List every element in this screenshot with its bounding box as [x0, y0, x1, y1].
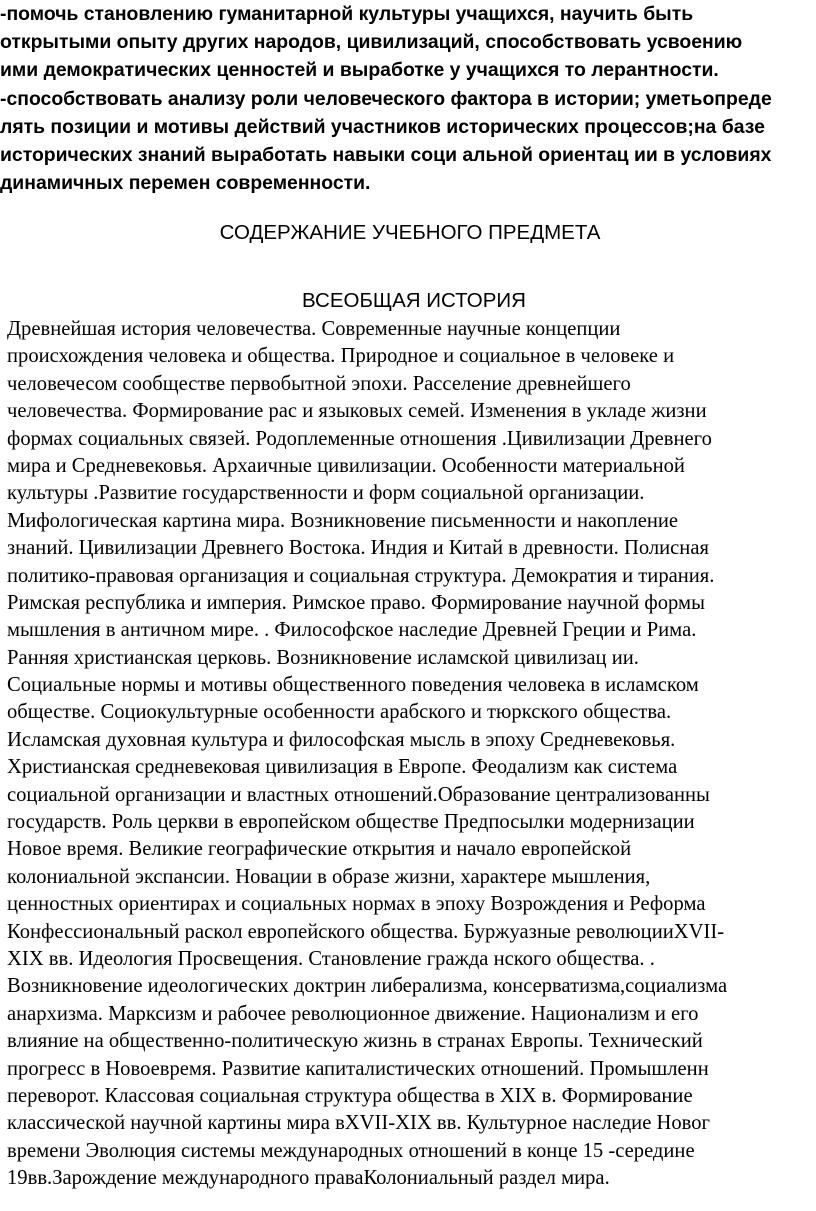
body-line: колониальной экспансии. Новации в образе жизни, характере мышления,: [7, 865, 651, 888]
body-line: человечества. Формирование рас и языковых семей. Изменения в укладе жизни: [7, 400, 707, 423]
body-line: происхождения человека и общества. Природное и социальное в человеке и: [7, 345, 675, 368]
body-line: анархизма. Марксизм и рабочее революционное движение. Национализм и его: [7, 1002, 699, 1025]
body-line: мира и Средневековья. Архаичные цивилизации. Особенности материальной: [7, 454, 685, 477]
intro-line: открытыми опыту других народов, цивилизаций, способствовать усвоению: [0, 31, 743, 54]
intro-line: -способствовать анализу роли человеческого фактора в истории; уметьопреде: [0, 87, 772, 110]
body-line: Древнейшая история человечества. Современные научные концепции: [7, 318, 621, 340]
subsection-title: ВСЕОБЩАЯ ИСТОРИЯ: [302, 289, 526, 312]
body-line: Социальные нормы и мотивы общественного поведения человека в исламском: [7, 674, 699, 697]
body-line: Христианская средневековая цивилизация в Европе. Феодализм как система: [7, 756, 678, 779]
body-line: влияние на общественно-политическую жизнь в странах Европы. Технический: [7, 1030, 703, 1053]
body-paragraph: [7, 316, 816, 1193]
body-line: Новое время. Великие географические открытия и начало европейской: [7, 838, 632, 861]
body-line: XIX вв. Идеология Просвещения. Становление гражда нского общества. .: [7, 947, 655, 970]
body-line: времени Эволюция системы международных отношений в конце 15 -середине: [7, 1139, 695, 1162]
intro-line: -помочь становлению гуманитарной культуры учащихся, научить быть: [0, 3, 694, 25]
body-line: Возникновение идеологических доктрин либерализма, консерватизма,социализма: [7, 975, 728, 998]
body-line: культуры .Развитие государственности и форм социальной организации.: [7, 482, 645, 505]
section-title: СОДЕРЖАНИЕ УЧЕБНОГО ПРЕДМЕТА: [219, 221, 601, 244]
body-line: Ранняя христианская церковь. Возникновение исламской цивилизац ии.: [7, 646, 639, 669]
body-line: знаний. Цивилизации Древнего Востока. Индия и Китай в древности. Полисная: [7, 537, 709, 560]
body-line: формах социальных связей. Родоплеменные отношения .Цивилизации Древнего: [7, 427, 712, 450]
intro-paragraph: [0, 0, 816, 197]
body-line: Римская республика и империя. Римское право. Формирование научной формы: [7, 591, 705, 614]
body-line: обществе. Социокультурные особенности арабского и тюркского общества.: [7, 701, 672, 724]
body-line: переворот. Классовая социальная структура общества в XIX в. Формирование: [7, 1084, 693, 1107]
body-line: мышления в античном мире. . Философское наследие Древней Греции и Рима.: [7, 619, 697, 642]
body-line: политико-правовая организация и социальная структура. Демократия и тирания.: [7, 564, 715, 587]
intro-line: исторических знаний выработать навыки соци альной ориентац ии в условиях: [0, 143, 772, 166]
intro-line: динамичных перемен современности.: [0, 172, 371, 195]
intro-line: ими демократических ценностей и выработке у учащихся то лерантности.: [0, 59, 719, 82]
body-line: классической научной картины мира вXVII-XIX вв. Культурное наследие Новог: [7, 1112, 710, 1135]
body-line: Исламская духовная культура и философская мысль в эпоху Средневековья.: [7, 728, 676, 751]
body-line: человечесом сообществе первобытной эпохи. Расселение древнейшего: [7, 372, 631, 395]
body-line: государств. Роль церкви в европейском обществе Предпосылки модернизации: [7, 811, 695, 834]
intro-line: лять позиции и мотивы действий участников исторических процессов;на базе: [0, 115, 765, 138]
body-line: прогресс в Новоевремя. Развитие капиталистических отношений. Промышленн: [7, 1057, 709, 1080]
body-line: Мифологическая картина мира. Возникновение письменности и накопление: [7, 509, 679, 532]
body-line: Конфессиональный раскол европейского общества. Буржуазные революцииXVII-: [7, 920, 725, 943]
body-line: 19вв.Зарождение международного праваКолониальный раздел мира.: [7, 1167, 610, 1190]
body-line: ценностных ориентирах и социальных нормах в эпоху Возрождения и Реформа: [7, 893, 706, 916]
body-line: социальной организации и властных отношений.Образование централизованны: [7, 783, 710, 806]
